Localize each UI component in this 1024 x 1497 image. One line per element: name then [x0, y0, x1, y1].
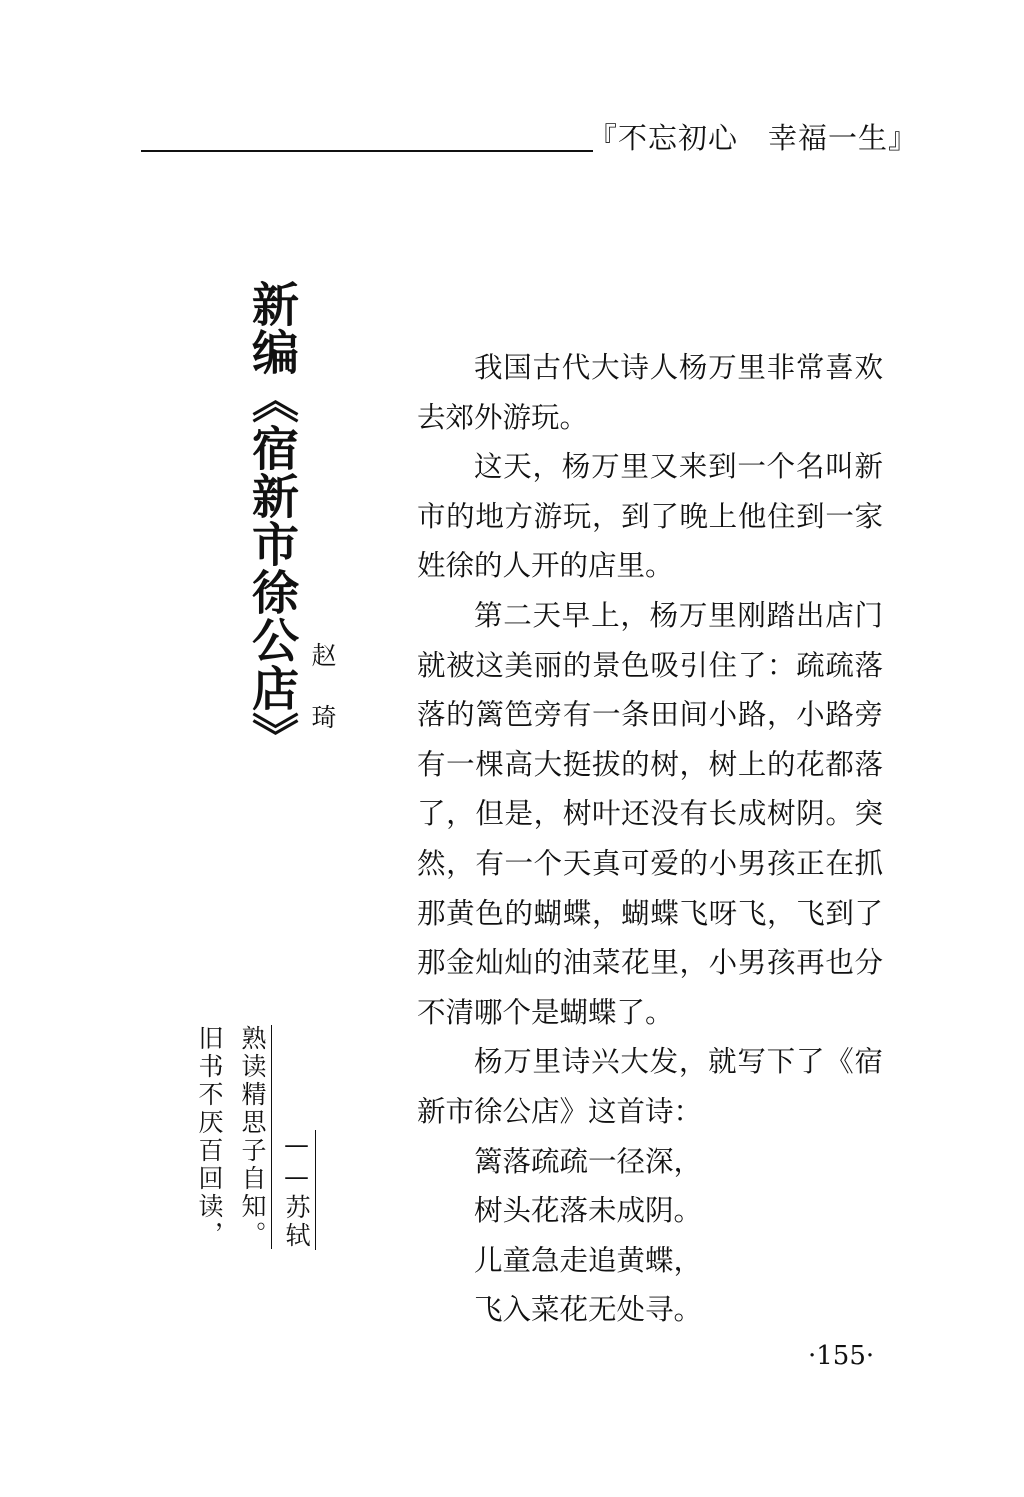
poem-line-2: 树头花落未成阴。 — [474, 1194, 703, 1228]
page-number: ·155· — [808, 1341, 875, 1371]
sidebar-quote-attribution: ——苏轼 — [280, 1130, 316, 1250]
article-author: 赵 琦 — [308, 642, 337, 735]
body-paragraph-2: 这天，杨万里又来到一个名叫新市的地方游玩，到了晚上他住到一家姓徐的人开的店里。 — [417, 450, 883, 583]
body-paragraph-1: 我国古代大诗人杨万里非常喜欢去郊外游玩。 — [417, 351, 883, 434]
poem-line-1: 篱落疏疏一径深， — [474, 1144, 703, 1178]
body-paragraph-4: 杨万里诗兴大发，就写下了《宿新市徐公店》这首诗： — [417, 1045, 883, 1128]
article-title: 新编《宿新市徐公店》 — [244, 280, 299, 760]
body-paragraph-3: 第二天早上，杨万里刚踏出店门就被这美丽的景色吸引住了：疏疏落落的篱笆旁有一条田间小路，小路旁有一棵高大挺拔的树，树上的花都落了，但是，树叶还没有长成树阴。突然，有一个天真可爱的小男孩正在抓那黄色的蝴蝶，蝴蝶飞呀飞，飞到了那金灿灿的油菜花里，小男孩再也分不清哪个是蝴蝶了。 — [417, 598, 883, 1029]
running-header-title: 『不忘初心 幸福一生』 — [588, 121, 919, 155]
poem-line-3: 儿童急走追黄蝶， — [474, 1243, 703, 1277]
poem-line-4: 飞入菜花无处寻。 — [474, 1293, 703, 1327]
sidebar-quote-line-2: 熟读精思子自知。 — [236, 1025, 272, 1249]
sidebar-quote-line-1: 旧书不厌百回读， — [195, 1025, 224, 1249]
article-body — [417, 343, 883, 1335]
header-rule — [141, 150, 593, 152]
